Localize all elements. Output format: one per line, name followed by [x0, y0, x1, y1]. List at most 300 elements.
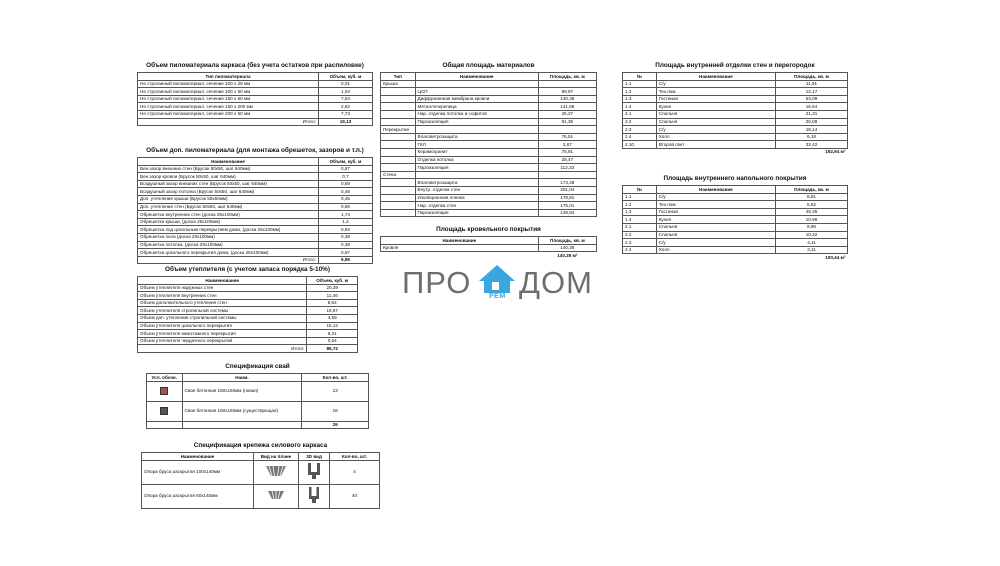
area-title: Общая площадь материалов — [442, 62, 535, 69]
item-value: 20,39 — [307, 284, 358, 292]
material-name: Керамогранит — [415, 148, 538, 156]
table-row — [381, 209, 597, 217]
fasteners-section — [141, 442, 380, 509]
room-area: 8,81 — [776, 193, 848, 201]
new-pile-swatch — [160, 387, 168, 395]
item-name: Доп. утепление крыши (Брусок 50x50мм) — [138, 195, 319, 203]
room-number: 2.2 — [623, 118, 657, 126]
table-row — [623, 126, 848, 134]
material-area: 112,23 — [538, 164, 596, 172]
bracket-plan-icon — [265, 465, 287, 477]
item-value: 0,86 — [318, 203, 372, 211]
table-row — [381, 179, 597, 187]
total-value: 86,72 — [307, 345, 358, 353]
item-name: Не строганный пиломатериал, сечение 200 x 50 мм — [138, 110, 319, 118]
item-name: Вен.зазор кровли (Брусок 50x50, шаг 640мм) — [138, 173, 319, 181]
table-row — [381, 95, 597, 103]
empty-cell — [381, 141, 416, 149]
room-name: Гостиная — [656, 208, 775, 216]
area-section — [380, 62, 597, 217]
col-header: Наименование — [138, 277, 307, 285]
col-header: Тип — [381, 73, 416, 81]
material-area: 25,37 — [538, 110, 596, 118]
item-name: Объем утеплителя цокольного перекрытия — [138, 322, 307, 330]
material-area: 76,51 — [538, 133, 596, 141]
item-name: Объем утеплителя внутренних стен — [138, 292, 307, 300]
item-value: 0,93 — [318, 226, 372, 234]
table-row — [381, 156, 597, 164]
table-row — [623, 103, 848, 111]
table-row — [138, 233, 373, 241]
col-header: 3D вид — [299, 453, 330, 461]
item-name: Не строганный пиломатериал, сечение 100 x 25 мм — [138, 80, 319, 88]
item-name: Не строганный пиломатериал, сечение 150 x 200 мм — [138, 103, 319, 111]
table-row — [381, 103, 597, 111]
col-header: Площадь, кв. м — [776, 73, 848, 81]
piles-title: Спецификация свай — [225, 363, 290, 370]
table-row — [623, 239, 848, 247]
room-number: 1.2 — [623, 201, 657, 209]
roof-table — [380, 236, 597, 259]
item-value: 15,12 — [307, 322, 358, 330]
3d-view-cell — [299, 484, 330, 508]
material-area: 178,81 — [538, 194, 596, 202]
item-value: 1,74 — [318, 211, 372, 219]
group-row — [381, 126, 597, 134]
room-name: Спальня — [656, 118, 775, 126]
total-row — [147, 421, 369, 429]
material-name: Влаговетрозащита — [415, 133, 538, 141]
table-row — [138, 203, 373, 211]
fastener-qty: 4 — [330, 460, 380, 484]
fasteners-table — [141, 452, 380, 509]
total-row — [138, 345, 358, 353]
fastener-qty: 40 — [330, 484, 380, 508]
room-area: 9,96 — [776, 223, 848, 231]
item-value: 0,46 — [318, 188, 372, 196]
item-value: 4,59 — [307, 314, 358, 322]
material-name: Нар. отделка стен — [415, 202, 538, 210]
col-header: Объем, куб. м — [318, 158, 372, 166]
material-area: 139,84 — [538, 209, 596, 217]
room-number: 2.1 — [623, 110, 657, 118]
room-area: 4,11 — [776, 239, 848, 247]
floors-table — [622, 185, 848, 261]
item-value: 0,54 — [307, 337, 358, 345]
total-label: Итого: — [138, 118, 319, 126]
table-row — [381, 110, 597, 118]
col-header: Наим. — [182, 374, 302, 382]
table-row — [138, 292, 358, 300]
col-header: Наименование — [415, 73, 538, 81]
total-row — [623, 254, 848, 261]
material-name: Нар. отделка потолка и софитов — [415, 110, 538, 118]
piles-table — [146, 373, 369, 429]
col-header: Площадь, кв. м — [538, 73, 596, 81]
col-header: Объем, куб. м — [318, 73, 372, 81]
table-row — [623, 231, 848, 239]
roof-title: Площадь кровельного покрытия — [436, 226, 541, 233]
empty-cell — [415, 80, 538, 88]
total-row — [381, 252, 597, 259]
piles-total: 29 — [302, 421, 369, 429]
room-area: 53,09 — [776, 95, 848, 103]
material-name: Отделка потолка — [415, 156, 538, 164]
table-row — [138, 110, 373, 118]
table-row — [138, 188, 373, 196]
empty-cell — [381, 252, 539, 259]
plan-view-cell — [253, 460, 298, 484]
item-name: Обрешетка под цокольным перекрытием дома, (доска 25x100мм) — [138, 226, 319, 234]
table-row — [138, 241, 373, 249]
insulation-section — [137, 266, 358, 353]
empty-cell — [538, 126, 596, 134]
empty-cell — [381, 103, 416, 111]
group-row — [381, 80, 597, 88]
table-row — [623, 246, 848, 254]
table-row — [138, 284, 358, 292]
room-name: С/у — [656, 239, 775, 247]
material-name: Пароизоляция — [415, 164, 538, 172]
item-value: 11,46 — [307, 292, 358, 300]
material-name: ЦСП — [415, 88, 538, 96]
item-value: 8,64 — [307, 299, 358, 307]
room-number: 2.2 — [623, 231, 657, 239]
room-name: Холл — [656, 133, 775, 141]
room-number: 1.3 — [623, 208, 657, 216]
lumber-title: Объем пиломатериала каркаса (без учета остатков при распиловке) — [146, 62, 364, 69]
empty-cell — [147, 421, 183, 429]
material-area: 75,91 — [538, 148, 596, 156]
walls-section — [622, 62, 848, 156]
table-row — [147, 401, 369, 421]
table-row — [138, 314, 358, 322]
room-area: 5,82 — [776, 201, 848, 209]
roof-name: Кровля — [381, 244, 539, 252]
col-header: Усл. обозн. — [147, 374, 183, 382]
group-row — [381, 171, 597, 179]
room-area: 16,64 — [776, 103, 848, 111]
pile-name: Свая бетонная 150x150мм (существующая) — [182, 401, 302, 421]
table-row — [623, 80, 848, 88]
room-area: 12,17 — [776, 88, 848, 96]
item-name: Объем утеплителя чердачного перекрытий — [138, 337, 307, 345]
item-name: Воздушный зазор внешних стен (Брусок 50x50, шаг 640мм) — [138, 180, 319, 188]
table-row — [381, 164, 597, 172]
room-name: Тех.пом — [656, 88, 775, 96]
col-header: Тип пиломатериала — [138, 73, 319, 81]
room-area: 3,11 — [776, 246, 848, 254]
group-type: Крыша — [381, 80, 416, 88]
empty-cell — [381, 179, 416, 187]
material-area: 301,04 — [538, 186, 596, 194]
roof-value: 140,35 — [538, 244, 596, 252]
table-row — [381, 244, 597, 252]
total-label: Итого: — [138, 345, 307, 353]
table-row — [138, 165, 373, 173]
pile-name: Свая бетонная 150x150мм (новая) — [182, 381, 302, 401]
empty-cell — [381, 110, 416, 118]
bracket-3d-icon — [307, 462, 321, 480]
empty-cell — [381, 164, 416, 172]
table-row — [381, 202, 597, 210]
logo — [400, 263, 600, 303]
table-row — [381, 186, 597, 194]
item-value: 1,4 — [318, 218, 372, 226]
room-area: 10,32 — [776, 231, 848, 239]
item-name: Объем доп. утепления стропильной системы — [138, 314, 307, 322]
room-name: С/у — [656, 193, 775, 201]
room-number: 2.4 — [623, 246, 657, 254]
table-row — [623, 208, 848, 216]
table-row — [138, 322, 358, 330]
table-row — [138, 307, 358, 315]
lumber-section — [137, 62, 373, 126]
room-area: 20,08 — [776, 118, 848, 126]
item-value: 2,82 — [318, 103, 372, 111]
room-area: 6,18 — [776, 133, 848, 141]
table-row — [381, 194, 597, 202]
room-number: 2.3 — [623, 239, 657, 247]
table-row — [623, 118, 848, 126]
item-value: 0,69 — [318, 180, 372, 188]
item-name: Объем утеплителя стропильной системы — [138, 307, 307, 315]
col-header: Кол-во, шт. — [302, 374, 369, 382]
empty-cell — [381, 156, 416, 164]
col-header: Наименование — [656, 186, 775, 194]
table-row — [381, 133, 597, 141]
room-name: Гостиная — [656, 95, 775, 103]
walls-title: Площадь внутренней отделки стен и перегородок — [655, 62, 815, 69]
battens-title: Объем доп. пиломатериала (для монтажа обрешеток, зазоров и т.п.) — [146, 147, 364, 154]
item-value: 0,97 — [318, 249, 372, 257]
table-row — [147, 381, 369, 401]
table-row — [623, 193, 848, 201]
material-area: 173,48 — [538, 179, 596, 187]
table-row — [623, 88, 848, 96]
empty-cell — [381, 148, 416, 156]
room-number: 1.1 — [623, 80, 657, 88]
battens-table — [137, 157, 373, 264]
empty-cell — [381, 88, 416, 96]
material-name: Пароизоляция — [415, 118, 538, 126]
floors-title: Площадь внутреннего напольного покрытия — [663, 175, 807, 182]
table-row — [381, 141, 597, 149]
item-name: Объем утеплителя межэтажного перекрытия — [138, 330, 307, 338]
fastener-name: Опора бруса раскрытая 100x140мм — [142, 460, 254, 484]
table-row — [138, 173, 373, 181]
material-area: 3,67 — [538, 141, 596, 149]
pile-qty: 16 — [302, 401, 369, 421]
empty-cell — [381, 186, 416, 194]
room-number: 1.1 — [623, 193, 657, 201]
col-header: № — [623, 73, 657, 81]
total-value: 19,13 — [318, 118, 372, 126]
item-value: 0,87 — [318, 165, 372, 173]
empty-cell — [381, 118, 416, 126]
existing-pile-swatch — [160, 407, 168, 415]
insulation-table — [137, 276, 358, 353]
logo-text-right: ДОМ — [519, 265, 593, 300]
walls-table — [622, 72, 848, 156]
table-row — [623, 141, 848, 149]
material-name: Пароизоляция — [415, 209, 538, 217]
empty-cell — [182, 421, 302, 429]
empty-cell — [656, 148, 775, 155]
3d-view-cell — [299, 460, 330, 484]
table-row — [138, 88, 373, 96]
item-value: 19,67 — [307, 307, 358, 315]
insulation-title: Объем утеплителя (с учетом запаса порядка 5-10%) — [165, 266, 330, 273]
item-name: Обрешетка пола (доска 25x100мм) — [138, 233, 319, 241]
table-row — [138, 249, 373, 257]
pile-qty: 13 — [302, 381, 369, 401]
swatch-cell — [147, 401, 183, 421]
group-type: Перекрытие — [381, 126, 416, 134]
item-value: 7,73 — [318, 110, 372, 118]
item-value: 0,7 — [318, 173, 372, 181]
logo-text-left: ПРО — [402, 265, 472, 300]
material-area: 175,01 — [538, 202, 596, 210]
table-row — [381, 118, 597, 126]
room-area: 10,96 — [776, 216, 848, 224]
table-row — [138, 95, 373, 103]
table-row — [138, 180, 373, 188]
col-header: Наименование — [142, 453, 254, 461]
item-name: Не строганный пиломатериал, сечение 100 x 50 мм — [138, 88, 319, 96]
table-row — [138, 80, 373, 88]
item-name: Не строганный пиломатериал, сечение 150 x 50 мм — [138, 95, 319, 103]
room-name: Холл — [656, 246, 775, 254]
room-number: 1.4 — [623, 103, 657, 111]
lumber-table — [137, 72, 373, 126]
table-row — [138, 195, 373, 203]
swatch-cell — [147, 381, 183, 401]
item-name: Обрешетка потолка, (доска 25x100мм) — [138, 241, 319, 249]
table-row — [623, 95, 848, 103]
item-name: Вен.зазор внешних стен (Брусок 50x50, шаг 640мм) — [138, 165, 319, 173]
empty-cell — [656, 254, 775, 261]
room-number: 2.1 — [623, 223, 657, 231]
room-number: 2.4 — [623, 133, 657, 141]
item-name: Доп. утепление стен (Брусок 50x50, шаг 640мм) — [138, 203, 319, 211]
empty-cell — [381, 209, 416, 217]
total-value: 192,94 м² — [825, 149, 846, 155]
total-row — [138, 256, 373, 264]
empty-cell — [415, 126, 538, 134]
table-row — [623, 223, 848, 231]
fasteners-title: Спецификация крепежа силового каркаса — [193, 442, 328, 449]
room-area: 11,91 — [776, 80, 848, 88]
col-header: Наименование — [656, 73, 775, 81]
item-name: Обрешетка внутренних стен (доска 25x100мм) — [138, 211, 319, 219]
bracket-3d-icon — [308, 486, 320, 504]
empty-cell — [623, 148, 657, 155]
table-row — [138, 330, 358, 338]
total-row — [138, 118, 373, 126]
table-row — [381, 148, 597, 156]
col-header: Площадь, кв. м — [538, 237, 596, 245]
item-value: 0,45 — [318, 195, 372, 203]
col-header: Кол-во, шт. — [330, 453, 380, 461]
room-area: 21,31 — [776, 110, 848, 118]
room-area: 49,35 — [776, 208, 848, 216]
col-header: Вид на плане — [253, 453, 298, 461]
total-row — [623, 148, 848, 155]
room-name: С/у — [656, 126, 775, 134]
roof-section — [380, 226, 597, 259]
material-area: 28,47 — [538, 156, 596, 164]
material-name: Диффузионная мембрана кровли — [415, 95, 538, 103]
table-row — [138, 103, 373, 111]
item-value: 0,38 — [318, 241, 372, 249]
piles-section — [146, 363, 369, 429]
material-area: 89,97 — [538, 88, 596, 96]
empty-cell — [538, 80, 596, 88]
table-row — [623, 110, 848, 118]
material-name: Изоляционная пленка — [415, 194, 538, 202]
room-name: Второй свет — [656, 141, 775, 149]
bracket-plan-icon — [265, 490, 287, 500]
item-name: Обрешетка цокольного перекрытия дома, (доска 25x100мм) — [138, 249, 319, 257]
area-table — [380, 72, 597, 217]
table-row — [381, 88, 597, 96]
room-name: Тех.пом — [656, 201, 775, 209]
item-name: Воздушный зазор потолка (Брусок 50x50, шаг 640мм) — [138, 188, 319, 196]
item-name: Объем дополнительного утепления стен — [138, 299, 307, 307]
room-number: 1.3 — [623, 95, 657, 103]
room-name: Спальня — [656, 110, 775, 118]
col-header: Площадь, кв. м — [776, 186, 848, 194]
table-row — [623, 216, 848, 224]
battens-section — [137, 147, 373, 264]
item-name: Объем утеплителя наружных стен — [138, 284, 307, 292]
empty-cell — [381, 202, 416, 210]
material-area: 141,66 — [538, 103, 596, 111]
room-number: 1.4 — [623, 216, 657, 224]
empty-cell — [538, 171, 596, 179]
item-name: Обрешетка крыши, (доска 25x100мм) — [138, 218, 319, 226]
room-name: Спальня — [656, 231, 775, 239]
total-value: 100,44 м² — [825, 254, 846, 260]
col-header: Наименование — [138, 158, 319, 166]
col-header: № — [623, 186, 657, 194]
group-type: Стена — [381, 171, 416, 179]
room-number: 2.3 — [623, 126, 657, 134]
room-area: 18,14 — [776, 126, 848, 134]
table-row — [138, 218, 373, 226]
col-header: Объем, куб. м — [307, 277, 358, 285]
empty-cell — [415, 171, 538, 179]
table-row — [623, 201, 848, 209]
empty-cell — [381, 133, 416, 141]
empty-cell — [381, 95, 416, 103]
material-name: Внутр. отделка стен — [415, 186, 538, 194]
logo-subtext: РЕМ — [489, 293, 506, 300]
material-area: 140,35 — [538, 95, 596, 103]
room-number: 1.2 — [623, 88, 657, 96]
table-row — [138, 211, 373, 219]
empty-cell — [623, 254, 657, 261]
room-area: 33,42 — [776, 141, 848, 149]
table-row — [138, 226, 373, 234]
table-row — [623, 133, 848, 141]
material-name: Влаговетрозащита — [415, 179, 538, 187]
item-value: 6,31 — [307, 330, 358, 338]
empty-cell — [381, 194, 416, 202]
item-value: 1,04 — [318, 88, 372, 96]
fastener-name: Опора бруса раскрытая 50x140мм — [142, 484, 254, 508]
